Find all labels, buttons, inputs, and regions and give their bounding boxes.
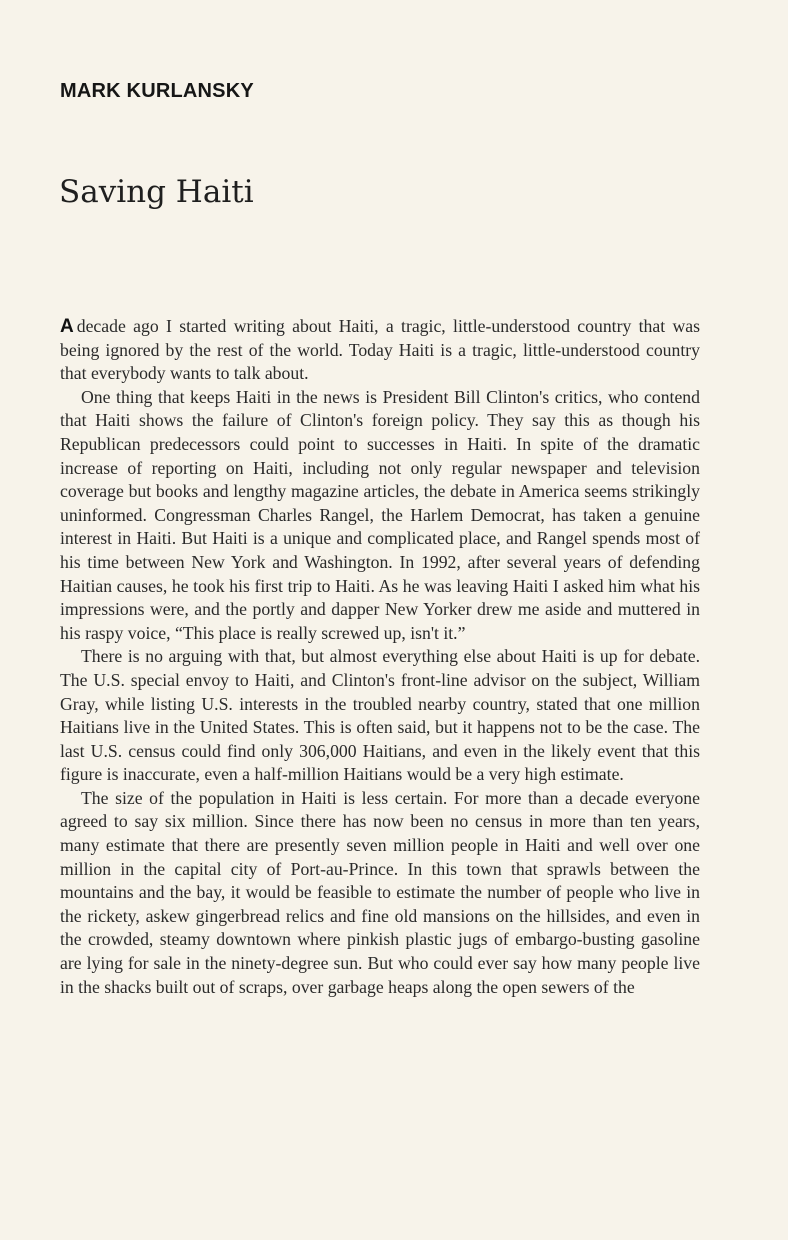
paragraph-4: The size of the population in Haiti is less certain. For more than a decade everyone agreed to say six million. Since there has now been no census in more than ten years, many estimate that there are presently seven million people in Haiti and well over one million in the capital city of Port-au-Prince. In this town that sprawls between the mountains and the bay, it would be feasible to estimate the number of people who live in the rickety, askew gingerbread relics and fine old mansions on the hillsides, and even in the crowded, steamy downtown where pinkish plastic jugs of embargo-busting gasoline are lying for sale in the ninety-degree sun. But who could ever say how many people live in the shacks built out of scraps, over garbage heaps along the open sewers of the — [60, 787, 700, 997]
paragraph-2: One thing that keeps Haiti in the news is President Bill Clinton's critics, who contend that Haiti shows the failure of Clinton's foreign policy. They say this as though his Republican predecessors could point to successes in Haiti. In spite of the dramatic increase of reporting on Haiti, including not only regular newspaper and television coverage but books and lengthy magazine articles, the debate in America seems strikingly uninformed. Congressman Charles Rangel, the Harlem Democrat, has taken a genuine interest in Haiti. But Haiti is a unique and complicated place, and Rangel spends most of his time between New York and Washington. In 1992, after several years of defending Haitian causes, he took his first trip to Haiti. As he was leaving Haiti I asked him what his impressions were, and the portly and dapper New Yorker drew me aside and muttered in his raspy voice, “This place is really screwed up, isn't it.” — [60, 386, 700, 643]
paragraph-1-text: decade ago I started writing about Haiti, a tragic, little-understood country that was being ignored by the rest of the world. Today Haiti is a tragic, little-understood country that everybody wants to talk about. — [60, 316, 700, 384]
paragraph-1 — [60, 315, 700, 386]
author-name: MARK KURLANSKY — [60, 80, 254, 102]
chapter-title: Saving Haiti — [59, 174, 254, 210]
paragraph-3: There is no arguing with that, but almost everything else about Haiti is up for debate. The U.S. special envoy to Haiti, and Clinton's front-line advisor on the subject, William Gray, while listing U.S. interests in the troubled nearby country, stated that one million Haitians live in the United States. This is often said, but it happens not to be the case. The last U.S. census could find only 306,000 Haitians, and even in the likely event that this figure is inaccurate, even a half-million Haitians would be a very high estimate. — [60, 646, 700, 785]
lead-letter: A — [60, 316, 74, 337]
article-body — [60, 315, 700, 999]
